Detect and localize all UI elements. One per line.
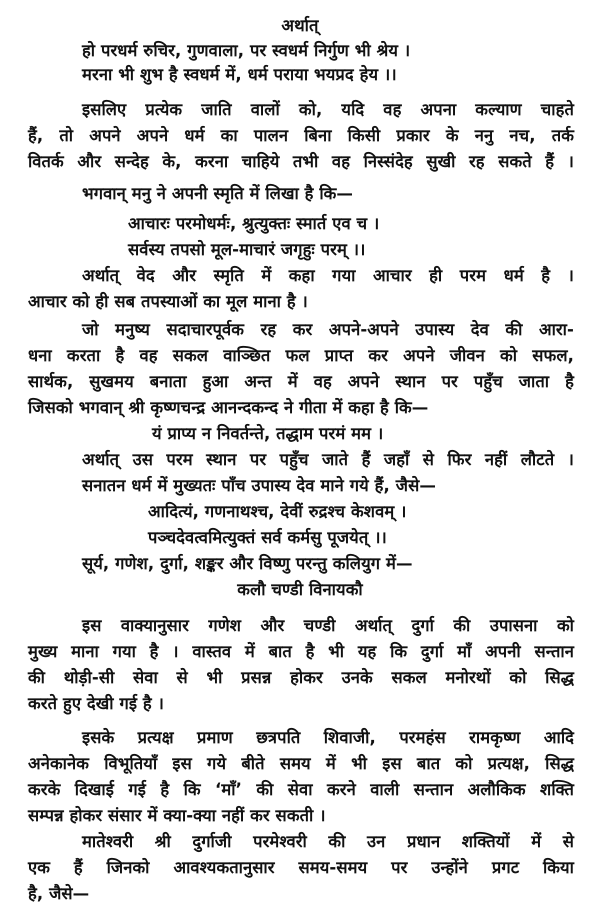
- verse-line: मरना भी शुभ है स्वधर्म में, धर्म पराया भयप्रद हेय ।।: [82, 65, 397, 84]
- paragraph-line: सार्थक, सुखमय बनाता हुआ अन्त में वह अपने स्थान पर पहुँच जाता है: [28, 372, 574, 391]
- kali-quote: कलौ चण्डी विनायकौ: [237, 580, 363, 599]
- paragraph-line: अर्थात् वेद और स्मृति में कहा गया आचार ही परम धर्म है ।: [82, 266, 574, 285]
- gita-shloka: यं प्राप्य न निवर्तन्ते, तद्धाम परमं मम ।: [152, 424, 384, 443]
- shloka-line: आदित्यं, गणनाथश्च, देवीं रुद्रश्च केशवम् ।: [148, 502, 407, 521]
- paragraph-line: करते हुए देखी गई है ।: [28, 694, 164, 713]
- shloka-line: सर्वस्य तपसो मूल-माचारं जगृहुः परम् ।।: [128, 240, 366, 259]
- paragraph-line: की थोड़ी-सी सेवा से भी प्रसन्न होकर उनके सकल मनोरथों को सिद्ध: [28, 668, 574, 687]
- paragraph-line: करके दिखाई गई है कि ‘माँ’ की सेवा करने वाली सन्तान अलौकिक शक्ति: [28, 780, 574, 799]
- paragraph-line: वितर्क और सन्देह के, करना चाहिये तभी वह निस्संदेह सुखी रह सकते हैं ।: [28, 152, 574, 171]
- paragraph-line: सम्पन्न होकर संसार में क्या-क्या नहीं कर सकती ।: [28, 806, 326, 825]
- paragraph-line: आचार को ही सब तपस्याओं का मूल माना है ।: [28, 292, 308, 311]
- shloka-line: आचारः परमोधर्मः, श्रुत्युक्तः स्मार्त एव च ।: [128, 214, 380, 233]
- heading: अर्थात्: [281, 16, 319, 35]
- paragraph-line: इसलिए प्रत्येक जाति वालों को, यदि वह अपना कल्याण चाहते: [82, 100, 574, 119]
- paragraph-line: सूर्य, गणेश, दुर्गा, शङ्कर और विष्णु परन्तु कलियुग में—: [82, 554, 413, 573]
- paragraph-line: है, जैसे—: [28, 884, 90, 903]
- paragraph-line: हैं, तो अपने अपने धर्म का पालन बिना किसी प्रकार के ननु नच, तर्क: [28, 126, 574, 145]
- paragraph-line: इस वाक्यानुसार गणेश और चण्डी अर्थात् दुर्गा की उपासना को: [82, 616, 574, 635]
- paragraph-line: एक हैं जिनको आवश्यकतानुसार समय-समय पर उन्होंने प्रगट किया: [28, 858, 574, 877]
- paragraph-line: भगवान् मनु ने अपनी स्मृति में लिखा है कि—: [82, 184, 354, 203]
- paragraph-line: धना करता है वह सकल वाञ्छित फल प्राप्त कर अपने जीवन को सफल,: [28, 346, 574, 365]
- paragraph-line: मुख्य माना गया है । वास्तव में बात है भी यह कि दुर्गा माँ अपनी सन्तान: [28, 642, 574, 661]
- paragraph-line: मातेश्वरी श्री दुर्गाजी परमेश्वरी की उन प्रधान शक्तियों में से: [82, 832, 574, 851]
- paragraph-line: इसके प्रत्यक्ष प्रमाण छत्रपति शिवाजी, परमहंस रामकृष्ण आदि: [82, 728, 574, 747]
- paragraph-line: अनेकानेक विभूतियाँ इस गये बीते समय में भी इस बात को प्रत्यक्ष, सिद्ध: [28, 754, 574, 773]
- paragraph-line: सनातन धर्म में मुख्यतः पाँच उपास्य देव माने गये हैं, जैसे—: [82, 476, 436, 495]
- paragraph-line: अर्थात् उस परम स्थान पर पहुँच जाते हैं जहाँ से फिर नहीं लौटते ।: [82, 450, 574, 469]
- paragraph-line: जो मनुष्य सदाचारपूर्वक रह कर अपने-अपने उपास्य देव की आरा-: [82, 320, 574, 339]
- shloka-line: पञ्चदेवत्वमित्युक्तं सर्व कर्मसु पूजयेत् ।।: [148, 528, 387, 547]
- verse-line: हो परधर्म रुचिर, गुणवाला, पर स्वधर्म निर्गुण भी श्रेय ।: [82, 41, 411, 60]
- paragraph-line: जिसको भगवान् श्री कृष्णचन्द्र आनन्दकन्द ने गीता में कहा है कि—: [28, 398, 429, 417]
